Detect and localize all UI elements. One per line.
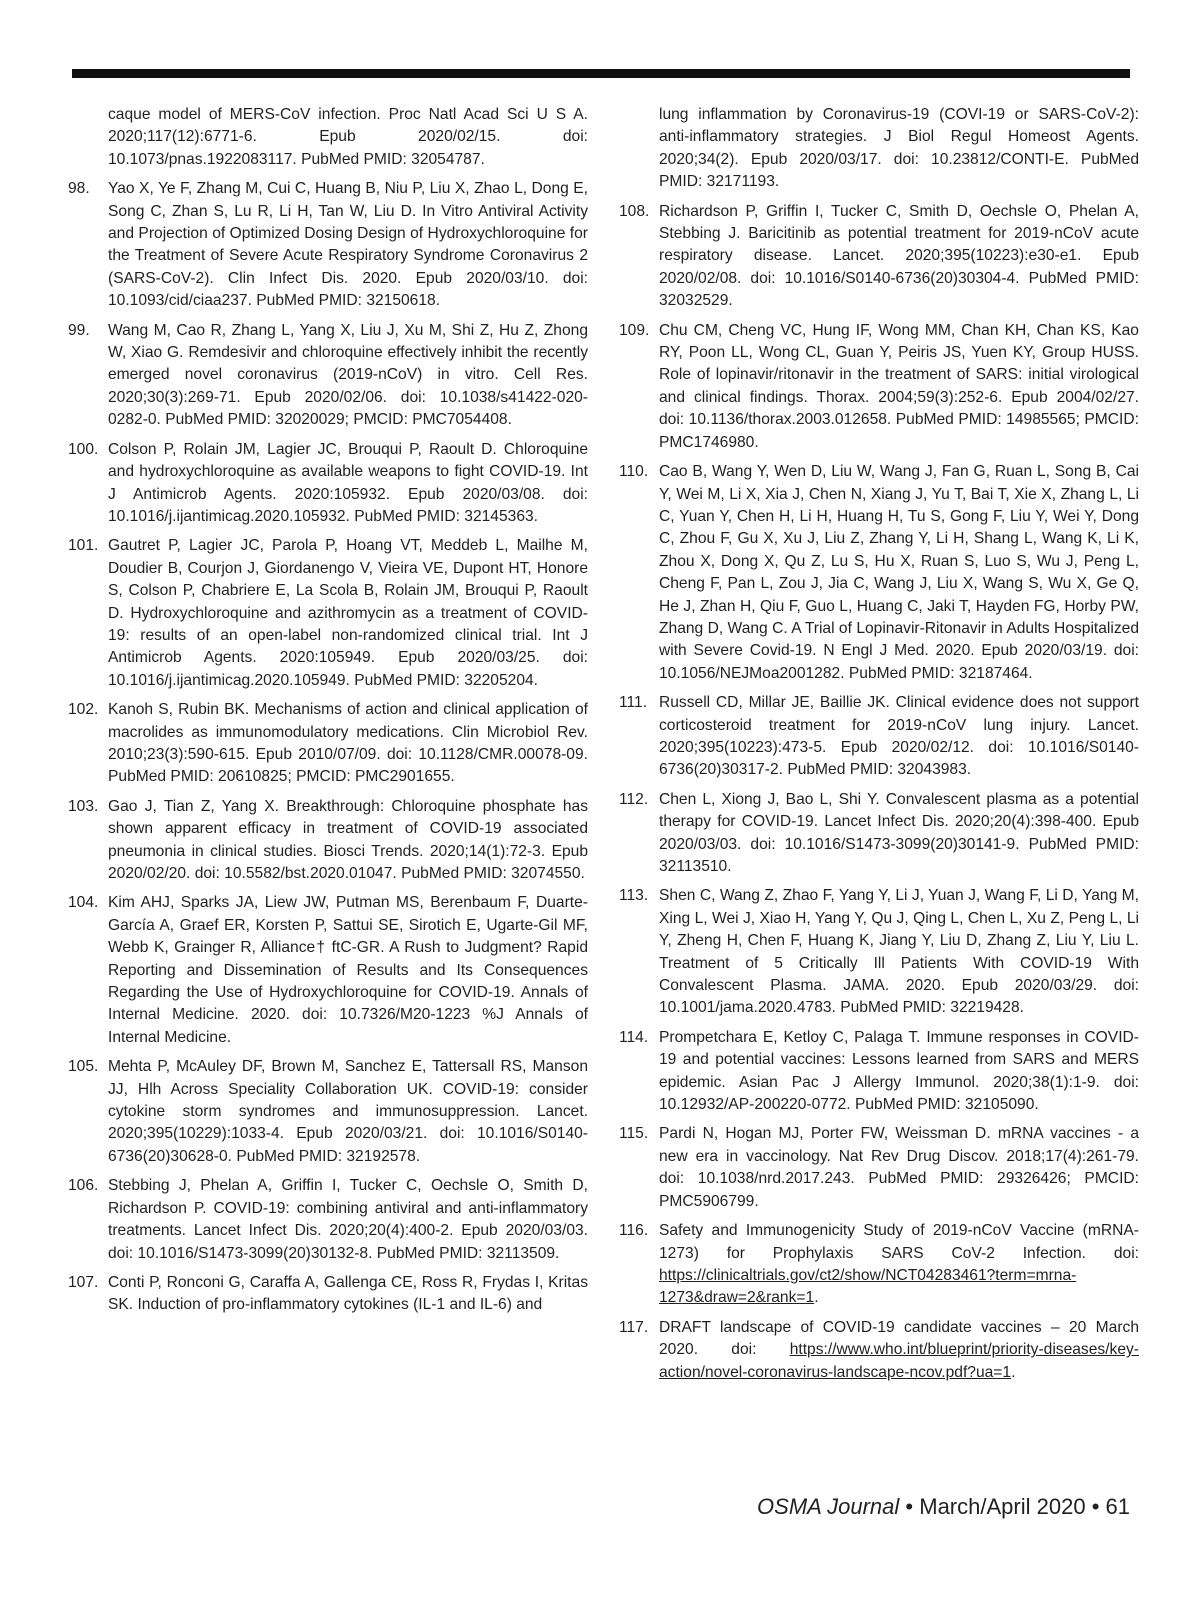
reference-item — [619, 885, 1139, 1019]
right-column — [619, 104, 1139, 1391]
reference-number: 100. — [68, 440, 99, 458]
reference-number: 99. — [68, 321, 90, 339]
reference-item — [619, 320, 1139, 454]
reference-number: 103. — [68, 797, 99, 815]
reference-text: Chen L, Xiong J, Bao L, Shi Y. Convalescent plasma as a potential therapy for COVID-19. Lancet Infect Dis. 2020;20(4):398-400. Epub 2020/03/03. doi: 10.1016/S1473-3099(20)30141-9. PubMed PMID: 32113510. — [659, 790, 1139, 875]
reference-number: 116. — [619, 1222, 649, 1240]
reference-text: Shen C, Wang Z, Zhao F, Yang Y, Li J, Yuan J, Wang F, Li D, Yang M, Xing L, Wei J, Xiao H, Yang Y, Qu J, Qing L, Chen L, Xu Z, Peng L, Li Y, Zheng H, Chen F, Huang K, Jiang Y, Liu D, Zhang Z, Liu Y, Liu L. Treatment of 5 Critically Ill Patients With COVID-19 With Convalescent Plasma. JAMA. 2020. Epub 2020/03/29. doi: 10.1001/jama.2020.4783. PubMed PMID: 32219428. — [659, 887, 1139, 1017]
reference-item — [68, 439, 588, 529]
footer-bullet: • — [905, 1494, 914, 1519]
reference-text: Conti P, Ronconi G, Caraffa A, Gallenga CE, Ross R, Frydas I, Kritas SK. Induction of pro-inflammatory cytokines (IL-1 and IL-6) and — [108, 1273, 588, 1314]
page-number: 61 — [1105, 1494, 1130, 1519]
reference-number: 110. — [619, 463, 649, 481]
reference-item — [619, 461, 1139, 685]
top-rule — [72, 69, 1130, 78]
reference-item — [619, 789, 1139, 879]
reference-text: Wang M, Cao R, Zhang L, Yang X, Liu J, Xu M, Shi Z, Hu Z, Zhong W, Xiao G. Remdesivir and chloroquine effectively inhibit the recently emerged novel coronavirus (2019-nCoV) in vitro. Cell Res. 2020;30(3):269-71. Epub 2020/02/06. doi: 10.1038/s41422-020-0282-0. PubMed PMID: 32020029; PMCID: PMC7054408. — [108, 321, 588, 429]
reference-number: 107. — [68, 1273, 99, 1291]
reference-text: Prompetchara E, Ketloy C, Palaga T. Immune responses in COVID-19 and potential vaccines: Lessons learned from SARS and MERS epidemic. Asian Pac J Allergy Immunol. 2020;38(1):1-9. doi: 10.12932/AP-200220-0772. PubMed PMID: 32105090. — [659, 1028, 1139, 1114]
reference-117: 117. DRAFT landscape of COVID-19 candidate vaccines – 20 March 2020. doi: https://www.who.int/blueprint/priority-diseases/key-action/novel-coronavirus-landscape-ncov.pdf?ua=1. — [619, 1318, 1139, 1381]
continued-reference-107: lung inflammation by Coronavirus-19 (COVI-19 or SARS-CoV-2): anti-inflammatory strategies. J Biol Regul Homeost Agents. 2020;34(2). Epub 2020/03/17. doi: 10.23812/CONTI-E. PubMed PMID: 32171193. — [659, 106, 1139, 191]
reference-item — [619, 1123, 1139, 1213]
reference-number: 117. — [619, 1318, 649, 1336]
reference-number: 114. — [619, 1028, 649, 1046]
reference-text: Russell CD, Millar JE, Baillie JK. Clinical evidence does not support corticosteroid treatment for 2019-nCoV lung injury. Lancet. 2020;395(10223):473-5. Epub 2020/02/12. doi: 10.1016/S0140-6736(20)30317-2. PubMed PMID: 32043983. — [659, 694, 1139, 779]
reference-number: 115. — [619, 1125, 649, 1143]
reference-text: Richardson P, Griffin I, Tucker C, Smith D, Oechsle O, Phelan A, Stebbing J. Baricitinib as potential treatment for 2019-nCoV acute respiratory disease. Lancet. 2020;395(10223):e30-e1. Epub 2020/02/08. doi: 10.1016/S0140-6736(20)30304-4. PubMed PMID: 32032529. — [659, 202, 1139, 310]
reference-number: 104. — [68, 894, 99, 912]
reference-number: 105. — [68, 1058, 99, 1076]
reference-text: Chu CM, Cheng VC, Hung IF, Wong MM, Chan KH, Chan KS, Kao RY, Poon LL, Wong CL, Guan Y, Peiris JS, Yuen KY, Group HUSS. Role of lopinavir/ritonavir in the treatment of SARS: initial virological and clinical findings. Thorax. 2004;59(3):252-6. Epub 2004/02/27. doi: 10.1136/thorax.2003.012658. PubMed PMID: 14985565; PMCID: PMC1746980. — [659, 321, 1139, 451]
left-reference-list — [68, 178, 588, 1317]
reference-text: Colson P, Rolain JM, Lagier JC, Brouqui P, Raoult D. Chloroquine and hydroxychloroquine as available weapons to fight COVID-19. Int J Antimicrob Agents. 2020:105932. Epub 2020/03/08. doi: 10.1016/j.ijantimicag.2020.105932. PubMed PMID: 32145363. — [108, 440, 588, 525]
reference-item — [68, 796, 588, 886]
reference-text: Cao B, Wang Y, Wen D, Liu W, Wang J, Fan G, Ruan L, Song B, Cai Y, Wei M, Li X, Xia J, Chen N, Xiang J, Yu T, Bai T, Xie X, Zhang L, Li C, Yuan Y, Chen H, Li H, Huang H, Tu S, Gong F, Liu Y, Wei Y, Dong C, Zhou F, Gu X, Xu J, Liu Z, Zhang Y, Li H, Shang L, Wang K, Li K, Zhou X, Dong X, Qu Z, Lu S, Hu X, Ruan S, Luo S, Wu J, Peng L, Cheng F, Pan L, Zou J, Jia C, Wang J, Liu X, Wang S, Wu X, Ge Q, He J, Zhan H, Qiu F, Guo L, Huang C, Jaki T, Hayden FG, Horby PW, Zhang D, Wang C. A Trial of Lopinavir-Ritonavir in Adults Hospitalized with Severe Covid-19. N Engl J Med. 2020. Epub 2020/03/19. doi: 10.1056/NEJMoa2001282. PubMed PMID: 32187464. — [659, 463, 1139, 682]
page-footer — [757, 1494, 1130, 1520]
reference-number: 101. — [68, 537, 99, 555]
clinicaltrials-link[interactable]: https://clinicaltrials.gov/ct2/show/NCT04283461?term=mrna-1273&draw=2&rank=1 — [659, 1266, 1077, 1307]
reference-text: Safety and Immunogenicity Study of 2019-nCoV Vaccine (mRNA-1273) for Prophylaxis SARS CoV-2 Infection. doi: — [659, 1222, 1139, 1262]
reference-text: Yao X, Ye F, Zhang M, Cui C, Huang B, Niu P, Liu X, Zhao L, Dong E, Song C, Zhan S, Lu R, Li H, Tan W, Liu D. In Vitro Antiviral Activity and Projection of Optimized Dosing Design of Hydroxychloroquine for the Treatment of Severe Acute Respiratory Syndrome Coronavirus 2 (SARS-CoV-2). Clin Infect Dis. 2020. Epub 2020/03/10. doi: 10.1093/cid/ciaa237. PubMed PMID: 32150618. — [108, 180, 588, 310]
reference-item — [68, 1175, 588, 1265]
reference-number: 113. — [619, 887, 649, 905]
reference-number: 108. — [619, 202, 650, 220]
reference-item — [68, 1056, 588, 1168]
who-landscape-link[interactable]: https://www.who.int/blueprint/priority-diseases/key-action/novel-coronavirus-landscape-ncov.pdf?ua=1 — [659, 1341, 1139, 1381]
reference-item — [68, 320, 588, 432]
reference-text: Kanoh S, Rubin BK. Mechanisms of action and clinical application of macrolides as immunomodulatory medications. Clin Microbiol Rev. 2010;23(3):590-615. Epub 2010/07/09. doi: 10.1128/CMR.00078-09. PubMed PMID: 20610825; PMCID: PMC2901655. — [108, 701, 588, 786]
reference-number: 112. — [619, 790, 649, 808]
reference-text: Pardi N, Hogan MJ, Porter FW, Weissman D. mRNA vaccines - a new era in vaccinology. Nat Rev Drug Discov. 2018;17(4):261-79. doi: 10.1038/nrd.2017.243. PubMed PMID: 29326426; PMCID: PMC5906799. — [659, 1125, 1139, 1210]
journal-name: OSMA Journal — [757, 1494, 900, 1519]
reference-text: DRAFT landscape of COVID-19 candidate vaccines – 20 March 2020. doi: — [659, 1318, 1139, 1359]
right-reference-list — [619, 201, 1139, 1213]
reference-text: Mehta P, McAuley DF, Brown M, Sanchez E, Tattersall RS, Manson JJ, Hlh Across Speciality Collaboration UK. COVID-19: consider cytokine storm syndromes and immunosuppression. Lancet. 2020;395(10229):1033-4. Epub 2020/03/21. doi: 10.1016/S0140-6736(20)30628-0. PubMed PMID: 32192578. — [108, 1058, 588, 1165]
reference-number: 106. — [68, 1177, 99, 1195]
footer-bullet: • — [1091, 1494, 1100, 1519]
reference-item — [68, 1272, 588, 1317]
reference-item — [68, 178, 588, 312]
reference-item — [619, 1027, 1139, 1117]
reference-item — [68, 699, 588, 789]
reference-116: 116. Safety and Immunogenicity Study of 2019-nCoV Vaccine (mRNA-1273) for Prophylaxis SARS CoV-2 Infection. doi: https://clinicaltrials.gov/ct2/show/NCT04283461?term=mrna-1273&draw=2&rank=1. — [619, 1222, 1139, 1307]
reference-item — [619, 201, 1139, 313]
reference-text: Kim AHJ, Sparks JA, Liew JW, Putman MS, Berenbaum F, Duarte-García A, Graef ER, Korsten P, Sattui SE, Sirotich E, Ugarte-Gil MF, Webb K, Grainger R, Alliance† ftC-GR. A Rush to Judgment? Rapid Reporting and Dissemination of Results and Its Consequences Regarding the Use of Hydroxychloroquine for COVID-19. Annals of Internal Medicine. 2020. doi: 10.7326/M20-1223 %J Annals of Internal Medicine. — [108, 894, 588, 1046]
reference-number: 98. — [68, 180, 90, 198]
reference-text: Stebbing J, Phelan A, Griffin I, Tucker C, Oechsle O, Smith D, Richardson P. COVID-19: combining antiviral and anti-inflammatory treatments. Lancet Infect Dis. 2020;20(4):400-2. Epub 2020/03/03. doi: 10.1016/S1473-3099(20)30132-8. PubMed PMID: 32113509. — [108, 1177, 588, 1262]
reference-number: 111. — [619, 694, 648, 712]
reference-number: 109. — [619, 321, 650, 339]
reference-item — [68, 892, 588, 1049]
reference-item — [619, 692, 1139, 782]
continued-reference-97: caque model of MERS-CoV infection. Proc Natl Acad Sci U S A. 2020;117(12):6771-6. Epub 2020/02/15. doi: 10.1073/pnas.1922083117. PubMed PMID: 32054787. — [108, 106, 588, 168]
reference-item — [68, 535, 588, 692]
reference-number: 102. — [68, 701, 99, 719]
issue-date: March/April 2020 — [919, 1494, 1086, 1519]
reference-text: Gao J, Tian Z, Yang X. Breakthrough: Chloroquine phosphate has shown apparent efficacy in treatment of COVID-19 associated pneumonia in clinical studies. Biosci Trends. 2020;14(1):72-3. Epub 2020/02/20. doi: 10.5582/bst.2020.01047. PubMed PMID: 32074550. — [108, 797, 588, 882]
left-column — [68, 104, 588, 1324]
reference-text: Gautret P, Lagier JC, Parola P, Hoang VT, Meddeb L, Mailhe M, Doudier B, Courjon J, Giordanengo V, Vieira VE, Dupont HT, Honore S, Colson P, Chabriere E, La Scola B, Rolain JM, Brouqui P, Raoult D. Hydroxychloroquine and azithromycin as a treatment of COVID-19: results of an open-label non-randomized clinical trial. Int J Antimicrob Agents. 2020:105949. Epub 2020/03/25. doi: 10.1016/j.ijantimicag.2020.105949. PubMed PMID: 32205204. — [108, 537, 588, 689]
